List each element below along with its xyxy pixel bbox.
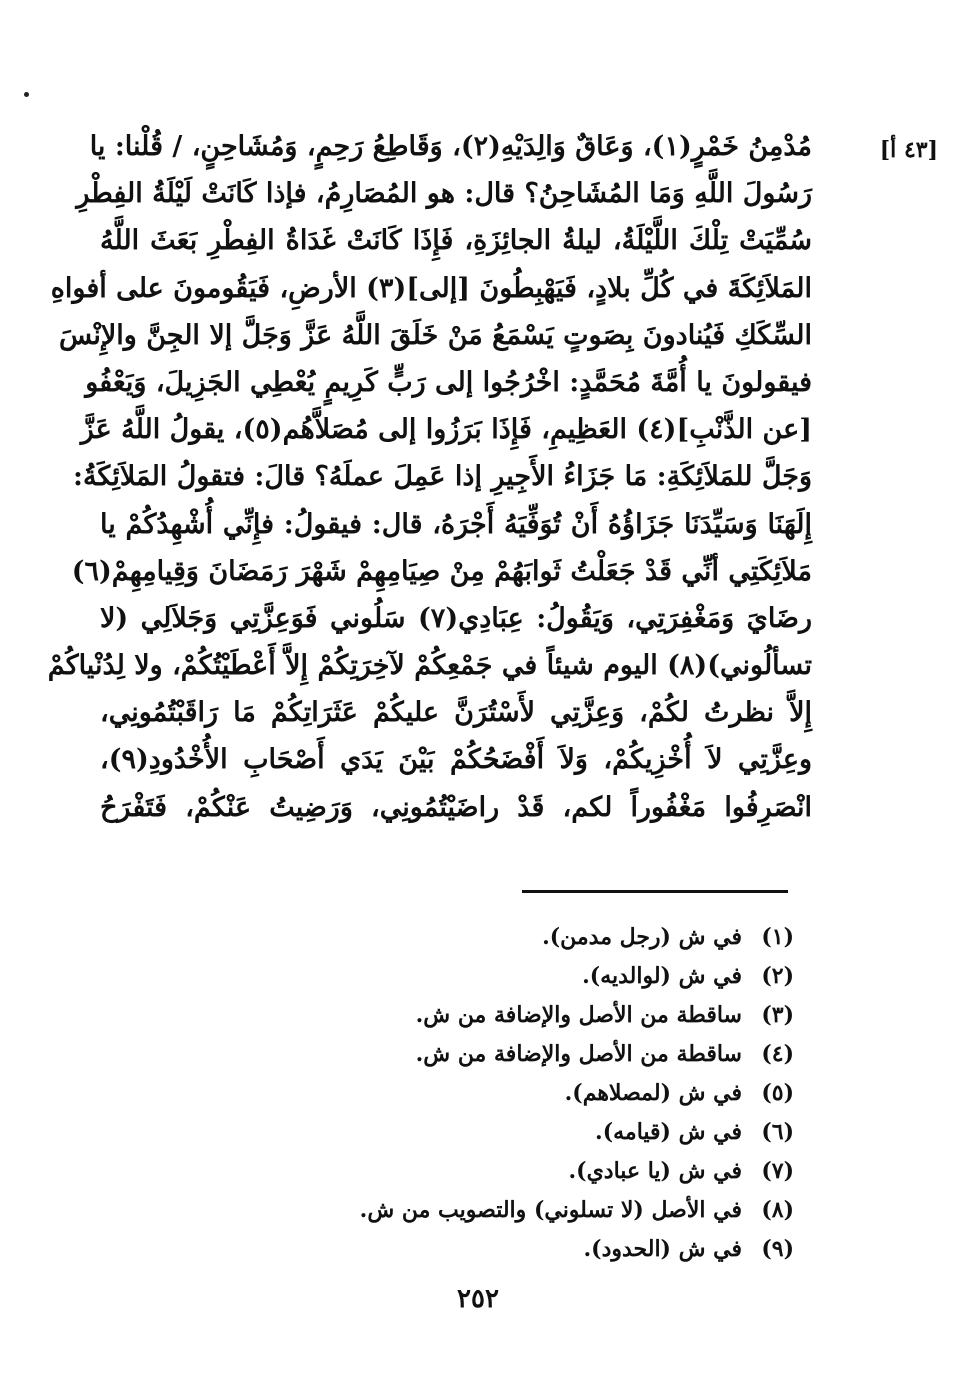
text-line: إِلَهَنَا وَسَيِّدَنَا جَزَاؤُهُ أَنْ تُوَفِّيَهُ أَجْرَهُ، قال: فيقولُ: فإِنِّي أُشْهِدُكُمْ يا [100,508,812,540]
footnote-item [154,918,794,957]
text-line: المَلاَئِكَةَ في كُلِّ بلادٍ، فَيَهْبِطُونَ [إلى](٣) الأرضِ، فَيَقُومونَ على أفواهِ [50,272,812,304]
footnote-item [154,957,794,996]
footnote-item [154,1035,794,1074]
footnote-text: في الأصل (لا تسلوني) والتصويب من ش. [359,1197,742,1223]
main-text-block [47,123,813,831]
text-line: رضَايَ وَمَغْفِرَتِي، وَيَقُولُ: عِبَادِي(٧) سَلُوني فَوَعِزَّتِي وَجَلاَلِي (لا [100,602,813,634]
footnote-number: (٢) [761,963,794,989]
footnote-item [154,1074,794,1113]
text-line: مُدْمِنُ خَمْرٍ(١)، وَعَاقٌ وَالِدَيْهِ(٢)، وَقَاطِعُ رَحِمٍ، وَمُشَاحِنٍ، / قُلْنا: يا [89,131,812,162]
footnote-number: (٦) [761,1119,794,1145]
footnote-item [154,996,794,1035]
page-number: ٢٥٢ [457,1284,499,1314]
footnote-item [154,1230,794,1269]
footnote-divider [522,890,788,893]
footnote-number: (٨) [761,1197,794,1223]
text-line: انْصَرِفُوا مَغْفُوراً لكم، قَدْ راضَيْتُمُونِي، وَرَضِيتُ عَنْكُمْ، فَتَفْرَحُ [100,791,812,823]
footnote-text: في ش (لمصلاهم). [564,1080,742,1106]
footnote-number: (٥) [761,1080,794,1106]
stray-dot-mark [24,92,29,97]
text-line: وعِزَّتِي لاَ أُخْزِيكُمْ، وَلاَ أَفْضَحُكُمْ بَيْنَ يَدَي أَصْحَابِ الأُخْدُودِ(٩)، [100,744,812,776]
text-line: مَلاَئِكَتِي أنِّي قَدْ جَعَلْتُ ثَوابَهُمْ مِنْ صِيَامِهِمْ شَهْرَ رَمَضَانَ وَقِيامِهِمْ(٦) [71,555,812,587]
text-line: وَجَلَّ للمَلاَئِكَةِ: مَا جَزَاءُ الأَجِيرِ إذا عَمِلَ عملَهُ؟ قالَ: فتقولُ المَلاَئِكَةُ: [72,461,812,493]
manuscript-folio-reference: [٤٣ أ] [879,137,938,163]
footnote-number: (٤) [761,1041,794,1067]
footnote-number: (٣) [761,1002,794,1028]
footnote-text: في ش (يا عبادي). [568,1158,742,1184]
text-line: السِّكَكِ فَيُنادونَ بِصَوتٍ يَسْمَعُ مَنْ خَلَقَ اللَّهُ عَزَّ وَجَلَّ إلا الجِنَّ والإِنْسَ [58,319,812,351]
text-line: سُمِّيَتْ تِلْكَ اللَّيْلَةُ، ليلةُ الجائِزَةِ، فَإِذَا كَانَتْ غَدَاةُ الفِطْرِ بَعَثَ اللَّهُ [100,225,812,257]
footnotes-list [154,918,794,1269]
footnote-text: في ش (الحدود). [583,1236,742,1262]
footnote-text: في ش (لوالديه). [582,963,742,989]
footnote-number: (٧) [761,1158,794,1184]
text-line: فيقولونَ يا أُمَّةَ مُحَمَّدٍ: اخْرُجُوا إلى رَبٍّ كَرِيمٍ يُعْطِي الجَزِيلَ، وَيَعْفُو [85,366,812,398]
footnote-text: في ش (رجل مدمن). [542,924,742,950]
footnote-number: (٩) [761,1236,794,1262]
footnote-text: في ش (قيامه). [595,1119,742,1145]
text-line: رَسُولَ اللَّهِ وَمَا المُشَاحِنُ؟ قال: هو المُصَارِمُ، فإذا كَانَتْ لَيْلَةُ الفِطْرِ [76,178,812,210]
text-line: [عن الذَّنْبِ](٤) العَظِيمِ، فَإِذَا بَرَزُوا إلى مُصَلاَّهُم(٥)، يقولُ اللَّهُ عَزَّ [80,414,812,446]
footnote-item [154,1113,794,1152]
footnote-item [154,1152,794,1191]
text-line: إِلاَّ نظرتُ لكُمْ، وَعِزَّتِي لأَسْتُرَنَّ عليكُمْ عَثَرَاتِكُمْ مَا رَاقَبْتُمُونِي، [100,697,812,729]
footnote-text: ساقطة من الأصل والإضافة من ش. [415,1041,742,1067]
footnote-number: (١) [761,924,794,950]
text-line: تسألُوني)(٨) اليوم شيئاً في جَمْعِكُمْ لآخِرَتِكُمْ إِلاَّ أَعْطَيْتُكُمْ، ولا لِدُنْياكُمْ [47,650,812,682]
footnote-item [154,1191,794,1230]
footnote-text: ساقطة من الأصل والإضافة من ش. [415,1002,742,1028]
